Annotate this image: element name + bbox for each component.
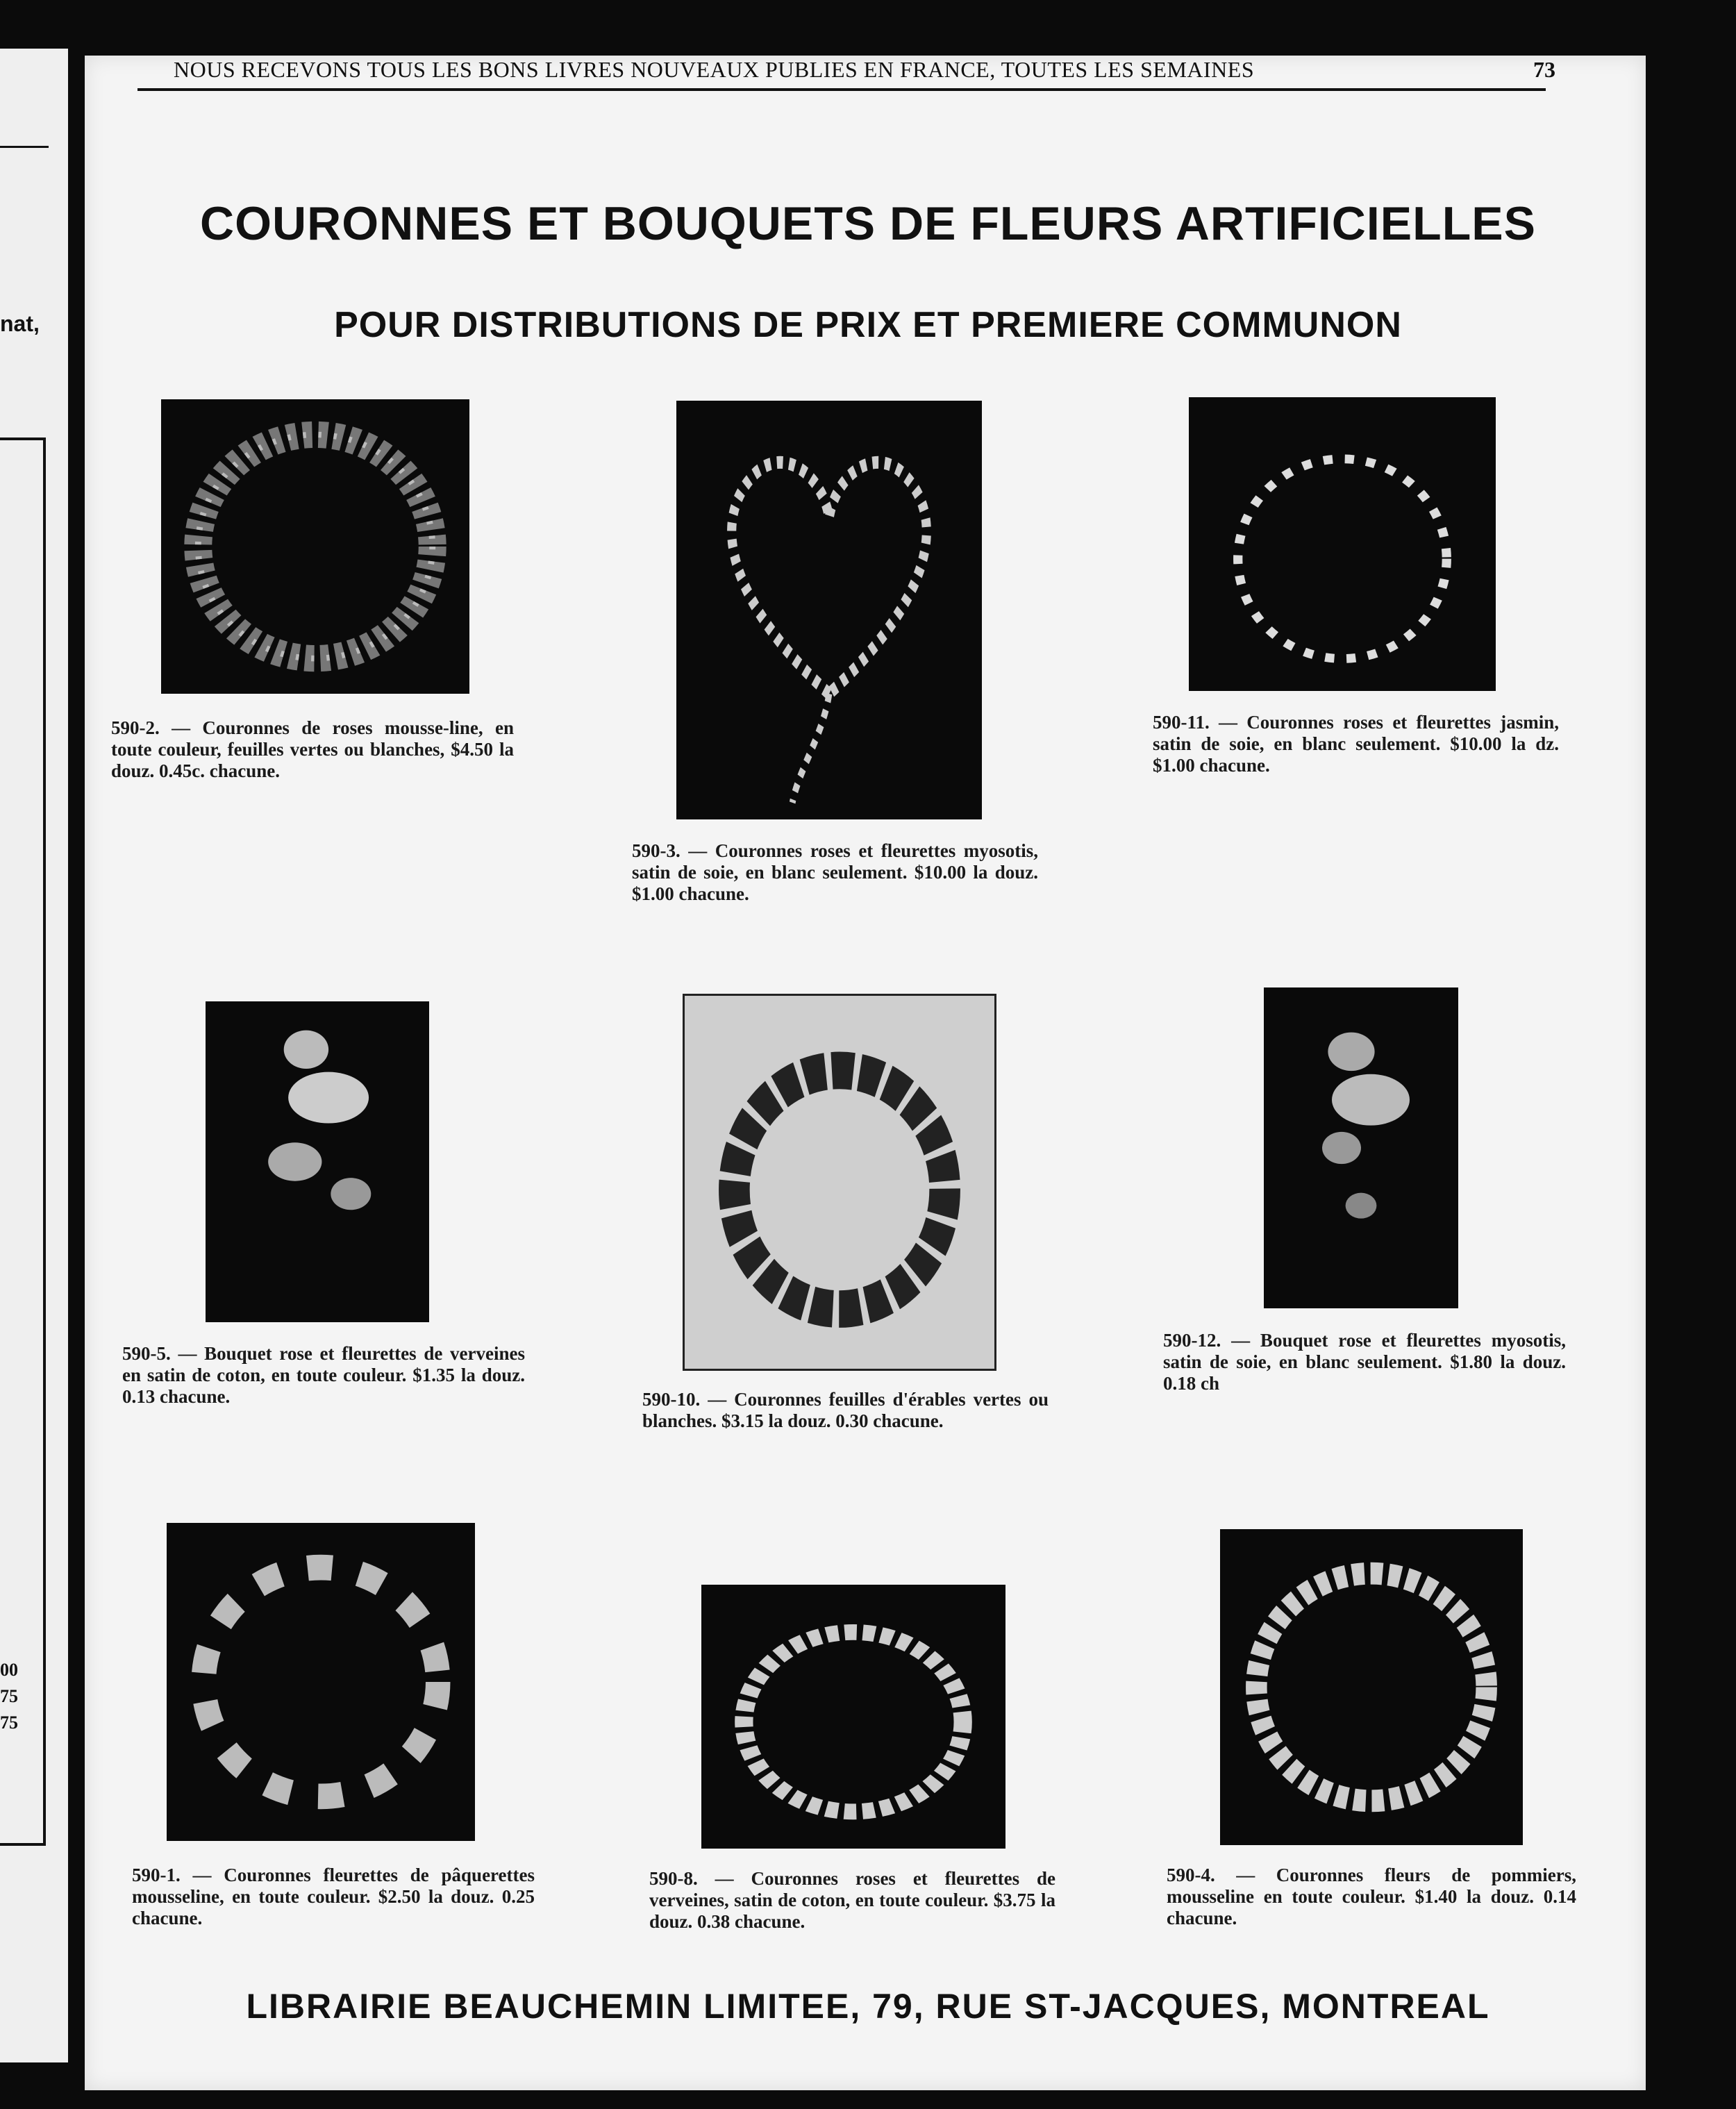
item-caption-590-2 [111, 717, 514, 781]
item-code: 590-5. [122, 1343, 171, 1364]
running-header [83, 54, 1555, 89]
item-code: 590-12. [1163, 1330, 1221, 1351]
price-fragment: 75 [0, 1712, 18, 1733]
publisher-footer: LIBRAIRIE BEAUCHEMIN LIMITEE, 79, RUE ST-JACQUES, MONTREAL [246, 1987, 1490, 2026]
item-caption-590-1 [132, 1865, 535, 1928]
wreath-maple-leaves-image [683, 994, 996, 1371]
item-caption-590-5 [122, 1343, 525, 1407]
bouquet-verveines-image [206, 1001, 429, 1322]
item-description: — Couronnes de roses mousse-line, en toute couleur, feuilles vertes ou blanches, $4.50 la douz. 0.45c. chacune. [111, 717, 514, 781]
item-code: 590-1. [132, 1865, 181, 1885]
item-description: — Bouquet rose et fleurettes myosotis, satin de soie, en blanc seulement. $1.80 la douz. 0.18 ch [1163, 1330, 1566, 1394]
item-code: 590-4. [1167, 1865, 1215, 1885]
bouquet-myosotis-image [1264, 987, 1458, 1308]
wreath-paquerettes-image [167, 1523, 475, 1841]
item-description: — Couronnes roses et fleurettes jasmin, satin de soie, en blanc seulement. $10.00 la dz. $1.00 chacune. [1153, 712, 1560, 776]
item-code: 590-11. [1153, 712, 1210, 733]
header-rule [137, 88, 1546, 91]
item-code: 590-2. [111, 717, 160, 738]
item-caption-590-8 [649, 1868, 1055, 1932]
item-description: — Couronnes roses et fleurettes myosotis, satin de soie, en blanc seulement. $10.00 la douz. $1.00 chacune. [632, 840, 1039, 904]
item-description: — Couronnes fleurettes de pâquerettes mousseline, en toute couleur. $2.50 la douz. 0.25 chacune. [132, 1865, 535, 1928]
wreath-jasmin-image [1189, 397, 1496, 691]
item-code: 590-10. [642, 1389, 701, 1410]
page-number: 73 [1533, 57, 1555, 82]
item-code: 590-8. [649, 1868, 698, 1889]
item-description: — Bouquet rose et fleurettes de verveines en satin de coton, en toute couleur. $1.35 la douz. 0.13 chacune. [122, 1343, 526, 1407]
wreath-heart-myosotis-image [676, 401, 982, 819]
item-description: — Couronnes roses et fleurettes de verveines, satin de coton, en toute couleur. $3.75 la douz. 0.38 chacune. [649, 1868, 1056, 1932]
previous-page-edge [0, 49, 68, 2062]
item-caption-590-11 [1153, 712, 1559, 776]
text-fragment: nat, [0, 311, 40, 336]
item-caption-590-12 [1163, 1330, 1566, 1394]
price-fragment: 00 [0, 1660, 18, 1680]
wreath-of-roses-image [161, 399, 469, 694]
wreath-verveines-image [701, 1585, 1005, 1849]
page-subtitle: POUR DISTRIBUTIONS DE PRIX ET PREMIERE COMMUNON [334, 305, 1402, 345]
item-caption-590-10 [642, 1389, 1049, 1432]
item-description: — Couronnes fleurs de pommiers, mousseline en toute couleur. $1.40 la douz. 0.14 chacune. [1167, 1865, 1576, 1928]
item-caption-590-4 [1167, 1865, 1576, 1928]
price-fragment: 75 [0, 1686, 18, 1706]
item-description: — Couronnes feuilles d'érables vertes ou blanches. $3.15 la douz. 0.30 chacune. [642, 1389, 1049, 1431]
item-code: 590-3. [632, 840, 681, 861]
wreath-pommiers-image [1220, 1529, 1523, 1845]
box-border [0, 437, 46, 1846]
item-caption-590-3 [632, 840, 1038, 904]
running-header-text: NOUS RECEVONS TOUS LES BONS LIVRES NOUVEAUX PUBLIES EN FRANCE, TOUTES LES SEMAINES [174, 57, 1255, 82]
page-title: COURONNES ET BOUQUETS DE FLEURS ARTIFICIELLES [200, 197, 1536, 250]
divider [0, 146, 49, 148]
